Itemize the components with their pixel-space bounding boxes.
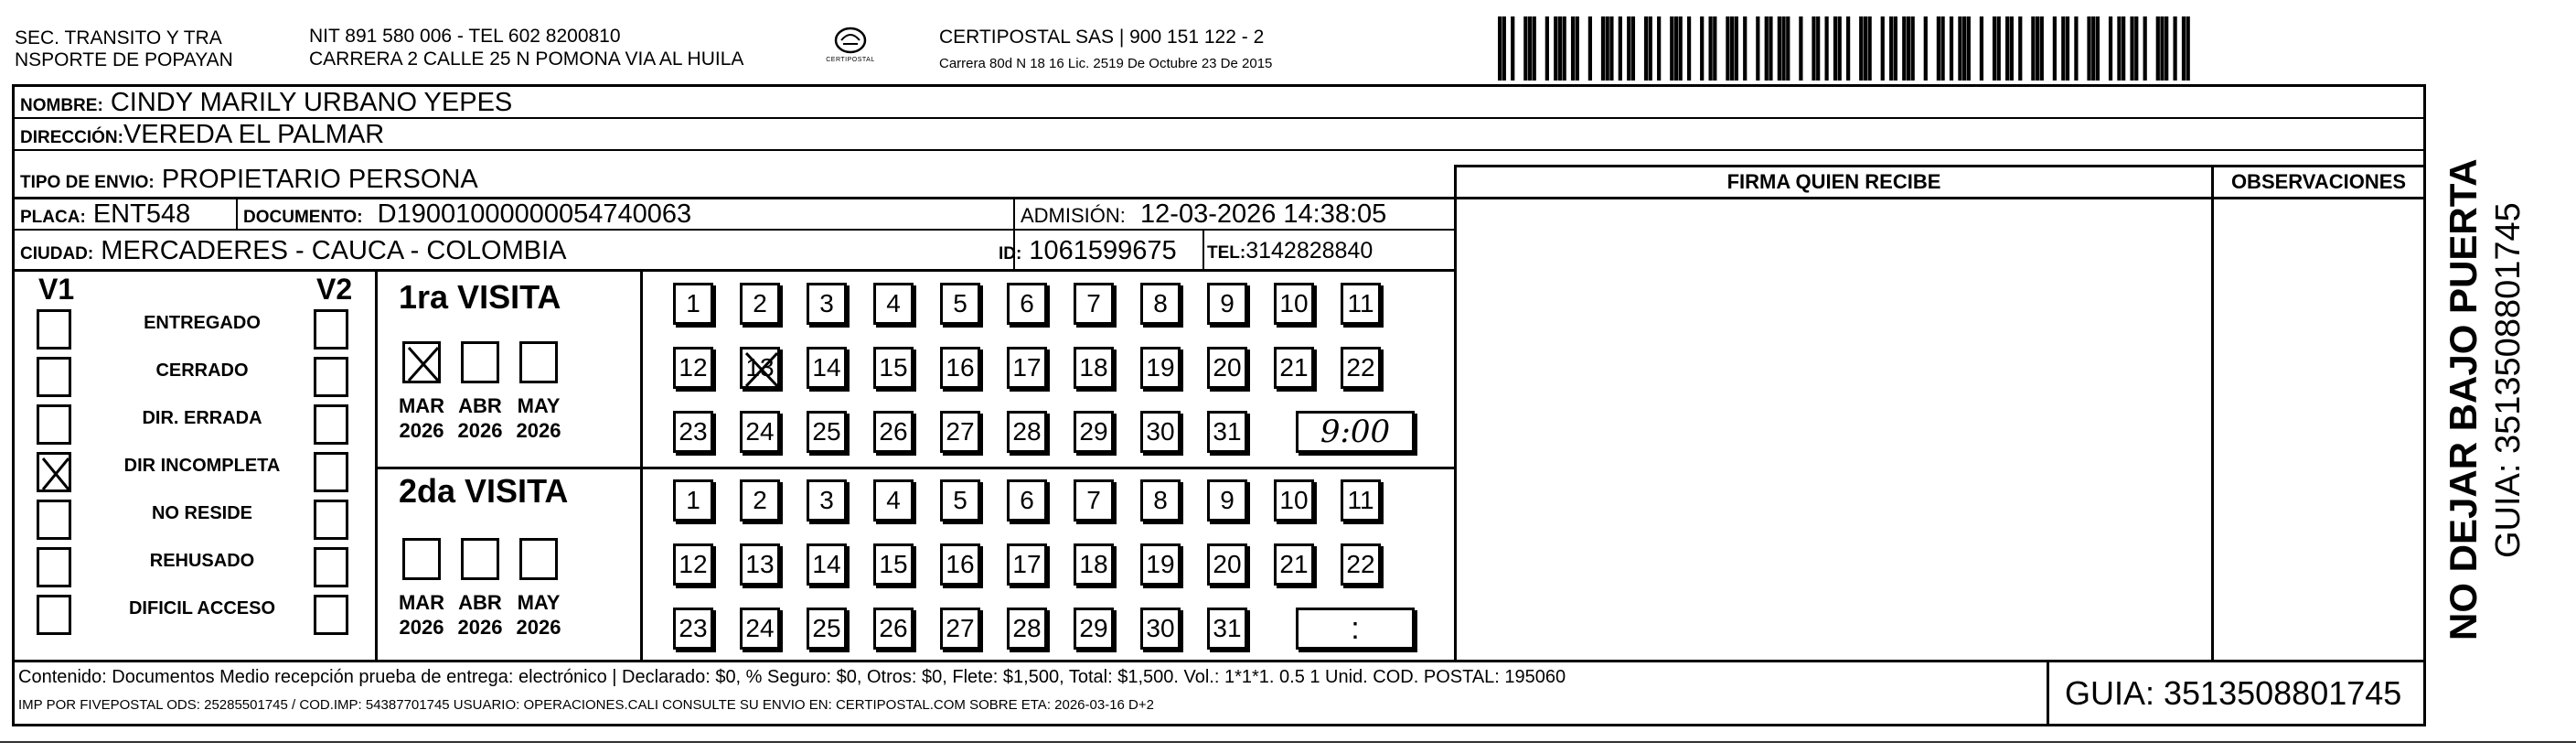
day-box[interactable]: 3 — [807, 283, 847, 325]
month-label: ABR — [458, 394, 502, 417]
day-box[interactable]: 4 — [873, 283, 914, 325]
address-line: CARRERA 2 CALLE 25 N POMONA VIA AL HUILA — [309, 48, 744, 70]
sender-line-1: SEC. TRANSITO Y TRA — [15, 27, 222, 48]
day-box[interactable]: 16 — [940, 543, 980, 586]
status-label: NO RESIDE — [151, 503, 253, 523]
side-guia: GUIA: 3513508801745 — [2489, 202, 2528, 558]
v1-checkbox[interactable] — [37, 404, 71, 445]
nombre-field: NOMBRE: CINDY MARILY URBANO YEPES — [20, 88, 513, 117]
logo-text: CERTIPOSTAL — [826, 57, 875, 63]
day-box[interactable]: 12 — [673, 543, 713, 586]
documento-value: D19001000000054740063 — [377, 199, 692, 229]
day-box[interactable]: 7 — [1074, 283, 1114, 325]
day-box[interactable]: 15 — [873, 347, 914, 389]
status-label: DIFICIL ACCESO — [128, 598, 275, 619]
v1-checkbox[interactable] — [37, 309, 71, 350]
v2-checkbox[interactable] — [314, 547, 348, 587]
year-label: 2026 — [516, 419, 561, 442]
day-box[interactable]: 6 — [1007, 283, 1047, 325]
day-box[interactable]: 17 — [1007, 543, 1047, 586]
day-box[interactable]: 26 — [873, 411, 914, 453]
day-box[interactable]: 1 — [673, 283, 713, 325]
col-sep — [2047, 661, 2049, 726]
day-box[interactable]: 29 — [1074, 411, 1114, 453]
no-dejar-bajo-puerta: NO DEJAR BAJO PUERTA — [2442, 158, 2485, 640]
observaciones-header: OBSERVACIONES — [2230, 170, 2407, 193]
day-box[interactable]: 3 — [807, 479, 847, 522]
v1-checkbox[interactable] — [37, 357, 71, 397]
id-field: ID: 1061599675 — [999, 236, 1177, 265]
placa-field: PLACA: ENT548 — [20, 199, 191, 229]
tel-field: TEL:3142828840 — [1207, 238, 1374, 264]
day-box[interactable]: 21 — [1274, 347, 1314, 389]
month-checkbox-mar[interactable] — [402, 538, 441, 580]
month-label: MAY — [517, 394, 561, 417]
day-box[interactable]: 14 — [807, 543, 847, 586]
year-label: 2026 — [399, 616, 444, 639]
ciudad-value: MERCADERES - CAUCA - COLOMBIA — [101, 236, 567, 265]
check-x-mark — [39, 455, 74, 495]
day-box[interactable]: 28 — [1007, 608, 1047, 650]
month-label: MAR — [398, 591, 445, 614]
check-x-mark — [743, 350, 783, 392]
day-box[interactable]: 16 — [940, 347, 980, 389]
day-box[interactable]: 25 — [807, 411, 847, 453]
day-box[interactable]: 5 — [940, 479, 980, 522]
day-box[interactable]: 19 — [1140, 347, 1181, 389]
day-box[interactable]: 27 — [940, 608, 980, 650]
status-label: REHUSADO — [149, 551, 255, 571]
day-box[interactable]: 5 — [940, 283, 980, 325]
day-box[interactable]: 10 — [1274, 479, 1314, 522]
day-box[interactable]: 11 — [1341, 479, 1381, 522]
status-label: ENTREGADO — [144, 313, 261, 333]
v2-checkbox[interactable] — [314, 309, 348, 350]
status-label: DIR. ERRADA — [142, 408, 262, 428]
v1-checkbox[interactable] — [37, 595, 71, 635]
v2-checkbox[interactable] — [314, 595, 348, 635]
company-logo — [823, 24, 878, 71]
year-label: 2026 — [457, 419, 503, 442]
license-line: Carrera 80d N 18 16 Lic. 2519 De Octubre 23 De 2015 — [939, 56, 1273, 71]
day-box[interactable]: 23 — [673, 608, 713, 650]
col-sep — [236, 199, 238, 230]
barcode — [1498, 16, 2195, 81]
direccion-field: DIRECCIÓN:VEREDA EL PALMAR — [20, 120, 385, 149]
frame-bottom — [12, 724, 2426, 726]
observations-area[interactable] — [2214, 199, 2423, 660]
year-label: 2026 — [457, 616, 503, 639]
day-box[interactable]: 9 — [1207, 283, 1247, 325]
month-label: MAY — [517, 591, 561, 614]
status-label: CERRADO — [155, 360, 249, 381]
sender-line-2: NSPORTE DE POPAYAN — [15, 49, 233, 70]
day-box[interactable]: 2 — [740, 479, 780, 522]
year-label: 2026 — [399, 419, 444, 442]
day-box[interactable]: 20 — [1207, 347, 1247, 389]
day-box[interactable]: 18 — [1074, 347, 1114, 389]
day-box[interactable]: 30 — [1140, 411, 1181, 453]
day-box[interactable]: 24 — [740, 411, 780, 453]
firma-header: FIRMA QUIEN RECIBE — [1726, 170, 1941, 193]
month-checkbox-abr[interactable] — [461, 341, 499, 383]
footer-content: Contenido: Documentos Medio recepción prueba de entrega: electrónico | Declarado: $0, % Seguro: $0, Otros: $0, Flete: $1,500, Total: $1,500. Vol.: 1*1*1. 0.5 1 Unid. COD. POSTAL: 195060 — [18, 667, 1566, 687]
day-box[interactable]: 28 — [1007, 411, 1047, 453]
day-box[interactable]: 31 — [1207, 411, 1247, 453]
day-box[interactable]: 14 — [807, 347, 847, 389]
frame-left — [12, 84, 15, 726]
day-box[interactable]: 19 — [1140, 543, 1181, 586]
day-box[interactable]: 15 — [873, 543, 914, 586]
month-checkbox-may[interactable] — [519, 538, 558, 580]
documento-field: DOCUMENTO: D19001000000054740063 — [243, 199, 692, 229]
company-line: CERTIPOSTAL SAS | 900 151 122 - 2 — [939, 27, 1265, 48]
direccion-value: VEREDA EL PALMAR — [123, 120, 385, 149]
id-value: 1061599675 — [1029, 236, 1177, 265]
v2-checkbox[interactable] — [314, 404, 348, 445]
day-box[interactable]: 22 — [1341, 543, 1381, 586]
day-box[interactable]: 30 — [1140, 608, 1181, 650]
tipo-envio-field: TIPO DE ENVIO: PROPIETARIO PERSONA — [20, 165, 478, 194]
day-box[interactable]: 13 — [740, 543, 780, 586]
day-box[interactable]: 7 — [1074, 479, 1114, 522]
tel-value: 3142828840 — [1245, 238, 1374, 264]
day-box[interactable]: 9 — [1207, 479, 1247, 522]
day-box[interactable]: 22 — [1341, 347, 1381, 389]
v2-checkbox[interactable] — [314, 500, 348, 540]
v2-label: V2 — [316, 273, 353, 306]
day-box[interactable]: 4 — [873, 479, 914, 522]
year-label: 2026 — [516, 616, 561, 639]
admision-value: 12-03-2026 14:38:05 — [1140, 199, 1387, 229]
day-box[interactable]: 12 — [673, 347, 713, 389]
tipo-envio-value: PROPIETARIO PERSONA — [161, 165, 478, 194]
guia-footer: GUIA: 3513508801745 — [2065, 674, 2402, 712]
day-box[interactable]: 10 — [1274, 283, 1314, 325]
day-box[interactable]: 21 — [1274, 543, 1314, 586]
col-sep — [1202, 231, 1204, 269]
nombre-value: CINDY MARILY URBANO YEPES — [110, 88, 513, 117]
visit-col-sep — [640, 272, 643, 662]
ciudad-field: CIUDAD: MERCADERES - CAUCA - COLOMBIA — [20, 236, 567, 265]
v1-checkbox[interactable] — [37, 452, 71, 492]
day-box[interactable]: 13 — [740, 347, 780, 389]
row-sep — [12, 660, 2426, 662]
footer-print-info: IMP POR FIVEPOSTAL ODS: 25285501745 / COD.IMP: 54387701745 USUARIO: OPERACIONES.CALI CONSULTE SU ENVIO EN: CERTIPOSTAL.COM SOBRE ETA: 2026-03-16 D+2 — [18, 697, 1154, 713]
v1-label: V1 — [38, 273, 75, 306]
status-label: DIR INCOMPLETA — [123, 456, 281, 476]
day-box[interactable]: 17 — [1007, 347, 1047, 389]
v1-checkbox[interactable] — [37, 500, 71, 540]
placa-value: ENT548 — [92, 199, 191, 229]
time-box[interactable]: : — [1296, 608, 1415, 650]
visit-sep — [375, 467, 1454, 469]
check-x-mark — [405, 344, 444, 386]
day-box[interactable]: 27 — [940, 411, 980, 453]
day-box[interactable]: 6 — [1007, 479, 1047, 522]
visit1-title: 1ra VISITA — [399, 278, 561, 316]
firma-header-top — [1454, 165, 2426, 167]
day-box[interactable]: 20 — [1207, 543, 1247, 586]
month-label: ABR — [458, 591, 502, 614]
day-box[interactable]: 26 — [873, 608, 914, 650]
month-label: MAR — [398, 394, 445, 417]
day-box[interactable]: 24 — [740, 608, 780, 650]
visit2-title: 2da VISITA — [399, 472, 569, 510]
admision-field: ADMISIÓN: 12-03-2026 14:38:05 — [1021, 199, 1387, 229]
time-box[interactable]: 9:00 — [1296, 411, 1415, 453]
month-checkbox-abr[interactable] — [461, 538, 499, 580]
v2-checkbox[interactable] — [314, 452, 348, 492]
v2-checkbox[interactable] — [314, 357, 348, 397]
day-box[interactable]: 29 — [1074, 608, 1114, 650]
nit-line: NIT 891 580 006 - TEL 602 8200810 — [309, 26, 621, 47]
frame-right — [2423, 84, 2426, 726]
v1-checkbox[interactable] — [37, 547, 71, 587]
day-box[interactable]: 11 — [1341, 283, 1381, 325]
day-box[interactable]: 18 — [1074, 543, 1114, 586]
day-box[interactable]: 25 — [807, 608, 847, 650]
day-box[interactable]: 1 — [673, 479, 713, 522]
day-box[interactable]: 8 — [1140, 479, 1181, 522]
day-box[interactable]: 23 — [673, 411, 713, 453]
month-checkbox-may[interactable] — [519, 341, 558, 383]
day-box[interactable]: 31 — [1207, 608, 1247, 650]
day-box[interactable]: 2 — [740, 283, 780, 325]
month-checkbox-mar[interactable] — [402, 341, 441, 383]
day-box[interactable]: 8 — [1140, 283, 1181, 325]
signature-area[interactable] — [1457, 199, 2211, 660]
tear-line — [0, 741, 2576, 743]
